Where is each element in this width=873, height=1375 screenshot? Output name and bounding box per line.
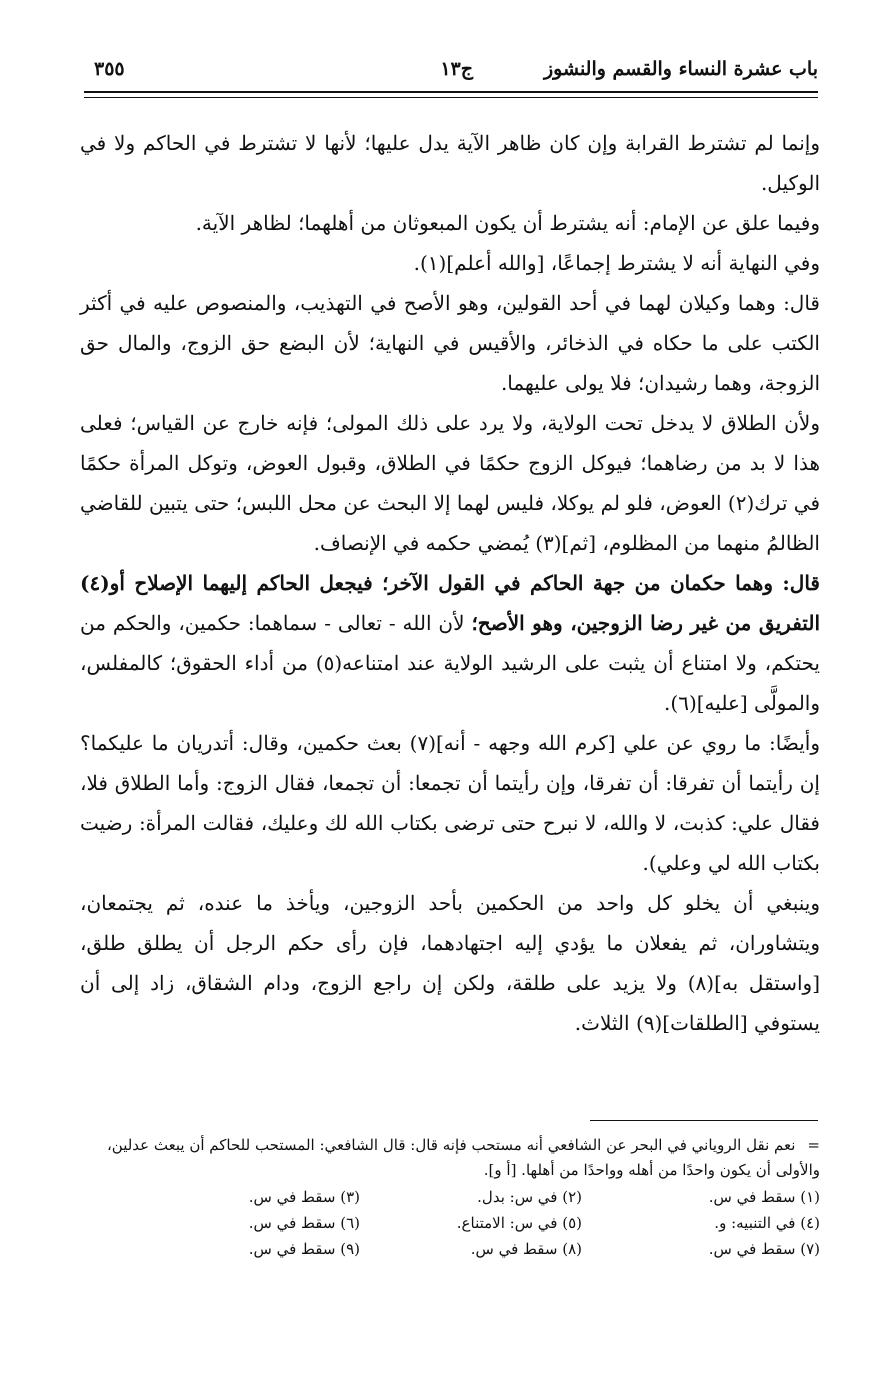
header-rule-thin <box>84 97 818 98</box>
footnotes <box>84 1133 820 1263</box>
paragraph: وفيما علق عن الإمام: أنه يشترط أن يكون المبعوثان من أهلهما؛ لظاهر الآية. <box>195 211 820 235</box>
footnote-item: (٥) في س: الامتناع. <box>456 1214 582 1232</box>
footnote-grid <box>84 1185 820 1263</box>
paragraph <box>80 563 820 723</box>
main-text <box>80 123 820 1043</box>
paragraph: قال: وهما وكيلان لهما في أحد القولين، وهو الأصح في التهذيب، والمنصوص عليه في أكثر الكتب على ما حكاه في الذخائر، والأقيس في النهاية؛ لأن البضع حق الزوج، والمال حق الزوجة، وهما رشيدان؛ فلا يولى عليهما. <box>80 291 820 395</box>
continuation-text: نعم نقل الروياني في البحر عن الشافعي أنه مستحب فإنه قال: قال الشافعي: المستحب للحاكم أن يبعث عدلين، والأولى أن يكون واحدًا من أهله وواحدًا من أهلها. [أ و]. <box>106 1136 820 1179</box>
footnote-item: (٣) سقط في س. <box>248 1188 360 1206</box>
footnote-item: (٩) سقط في س. <box>248 1240 360 1258</box>
paragraph: وإنما لم تشترط القرابة وإن كان ظاهر الآية يدل عليها؛ لأنها لا تشترط في الحاكم ولا في الوكيل. <box>80 131 820 195</box>
paragraph: وينبغي أن يخلو كل واحد من الحكمين بأحد الزوجين، ويأخذ ما عنده، ثم يجتمعان، ويتشاوران، ثم يفعلان ما يؤدي إليه اجتهادهما، فإن رأى حكم الرجل أن يطلق طلق، [واستقل به](٨) ولا يزيد على طلقة، ولكن إن راجع الزوج، ودام الشقاق، زاد إلى أن يستوفي [الطلقات](٩) الثلاث. <box>80 891 820 1035</box>
bold-statement: قال: وهما حكمان من جهة الحاكم في القول الآخر؛ فيجعل الحاكم إليهما الإصلاح أو(٤) التفريق من غير رضا الزوجين، وهو الأصح؛ <box>80 571 820 635</box>
footnote-separator <box>590 1120 818 1121</box>
continuation-marker: = <box>807 1136 820 1154</box>
footnote-item: (٧) سقط في س. <box>708 1240 820 1258</box>
footnote-continuation <box>84 1133 820 1183</box>
paragraph: وأيضًا: ما روي عن علي [كرم الله وجهه - أنه](٧) بعث حكمين، وقال: أتدريان ما عليكما؟ إن رأيتما أن تفرقا: أن تفرقا، وإن رأيتما أن تجمعا: أن تجمعا، فقال الزوج: وأما الطلاق فلا، فقال علي: كذبت، لا والله، لا نبرح حتى ترضى بكتاب الله لك وعليك، فقالت المرأة: رضيت بكتاب الله لي وعلي). <box>80 731 820 875</box>
paragraph: ولأن الطلاق لا يدخل تحت الولاية، ولا يرد على ذلك المولى؛ فإنه خارج عن القياس؛ فعلى هذا لا بد من رضاهما؛ فيوكل الزوج حكمًا في الطلاق، وقبول العوض، وتوكل المرأة حكمًا في ترك(٢) العوض، فلو لم يوكلا، فليس لهما إلا البحث عن محل اللبس؛ حتى يتبين للقاضي الظالمُ منهما من المظلوم، [ثم](٣) يُمضي حكمه في الإنصاف. <box>80 411 821 555</box>
chapter-title: باب عشرة النساء والقسم والنشوز <box>544 58 818 80</box>
page-number: ٣٥٥ <box>94 58 125 80</box>
volume-number: ج١٣ <box>440 58 473 80</box>
header-rule-thick <box>84 91 818 93</box>
paragraph: وفي النهاية أنه لا يشترط إجماعًا، [والله أعلم](١). <box>413 251 820 275</box>
statement-continuation: لأن الله - تعالى - سماهما: حكمين، والحكم من يحتكم، ولا امتناع أن يثبت على الرشيد الولاية عند امتناعه(٥) من أداء الحقوق؛ كالمفلس، والمولَّى [عليه](٦). <box>80 611 820 715</box>
footnote-item: (٤) في التنبيه: و. <box>714 1214 820 1232</box>
footnote-item: (٦) سقط في س. <box>248 1214 360 1232</box>
footnote-item: (٢) في س: بدل. <box>477 1188 582 1206</box>
footnote-item: (٨) سقط في س. <box>470 1240 582 1258</box>
footnote-item: (١) سقط في س. <box>708 1188 820 1206</box>
